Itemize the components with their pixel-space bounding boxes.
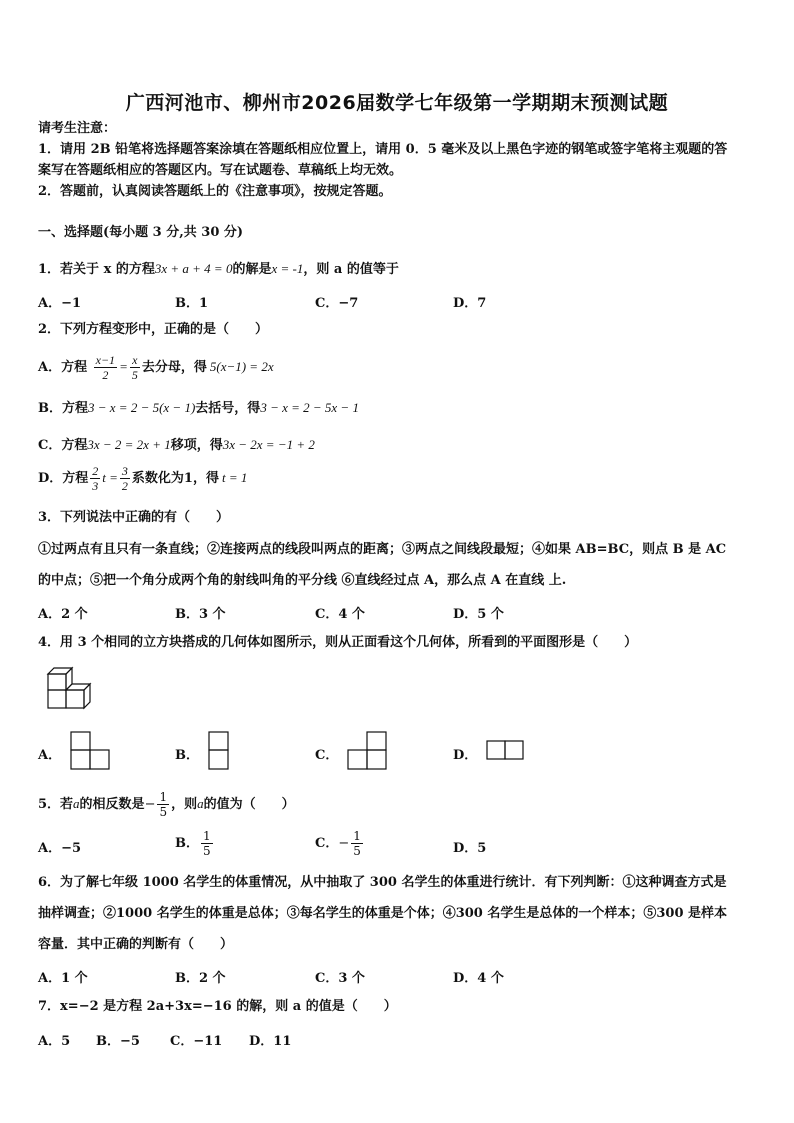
q7-option-c[interactable]: C．−11 (170, 1034, 223, 1049)
q2-d-result: t = 1 (221, 470, 248, 485)
q6-line-3: 容量．其中正确的判断有（ ） (38, 937, 234, 952)
q7-option-d[interactable]: D．11 (249, 1034, 292, 1049)
q5-mid-2: ，则 (171, 797, 198, 812)
q1-mid: 的解是 (232, 262, 272, 277)
q2-a-equals: = (119, 359, 128, 374)
q5-prefix: 5．若 (38, 797, 74, 812)
q1-prefix: 1．若关于 x 的方程 (38, 262, 155, 277)
q5-c-minus: − (338, 836, 350, 851)
q2-a-fraction-2: $\frac{x}{5}$ (131, 353, 138, 382)
q6-option-a[interactable]: A．1 个 (38, 971, 88, 986)
notice-heading: 请考生注意： (38, 121, 117, 136)
q4-option-b[interactable]: B． (175, 748, 199, 763)
q2-b-mid: 去括号，得 (195, 401, 261, 416)
q5-suffix: 的值为（ ） (203, 797, 295, 812)
question-2: 2．下列方程变形中，正确的是（ ） (38, 322, 269, 337)
q3-statement-line-2: 的中点；⑤把一个角分成两个角的射线叫角的平分线 ⑥直线经过点 A，那么点 A 在直线 上. (38, 573, 567, 588)
q4-option-d[interactable]: D． (453, 748, 478, 763)
notice-line-2: 2．答题前，认真阅读答题纸上的《注意事项》，按规定答题。 (38, 184, 392, 199)
q2-option-b[interactable] (38, 399, 359, 417)
q4-option-a[interactable]: A． (38, 748, 62, 763)
question-7: 7．x=−2 是方程 2a+3x=−16 的解，则 a 的值是（ ） (38, 999, 397, 1014)
q5-b-label: B． (175, 836, 199, 851)
q5-mid-1: 的相反数是 (79, 797, 145, 812)
section-heading: 一、选择题(每小题 3 分,共 30 分) (38, 225, 244, 240)
q2-c-mid: 移项，得 (170, 438, 223, 453)
q2-option-c[interactable] (38, 436, 315, 454)
question-1 (38, 260, 399, 278)
q1-suffix: ，则 a 的值等于 (303, 262, 399, 277)
q5-var-a-2: a (197, 796, 204, 811)
q1-equation: 3x + a + 4 = 0 (154, 261, 233, 276)
q1-option-d[interactable]: D．7 (453, 296, 487, 311)
q3-option-a[interactable]: A．2 个 (38, 607, 88, 622)
q5-option-a[interactable]: A．−5 (38, 841, 82, 856)
q2-c-prefix: C．方程 (38, 438, 88, 453)
q5-fraction: $\frac{1}{5}$ (159, 790, 168, 819)
q2-option-d[interactable] (38, 460, 247, 496)
q1-option-c[interactable]: C．−7 (315, 296, 359, 311)
q5-option-b[interactable] (175, 826, 215, 862)
q6-line-2: 抽样调查；②1000 名学生的体重是总体；③每名学生的体重是个体；④300 名学生是总体的一个样本；⑤300 是样本 (38, 906, 728, 921)
q3-option-b[interactable]: B．3 个 (175, 607, 226, 622)
question-3: 3．下列说法中正确的有（ ） (38, 510, 230, 525)
q7-option-b[interactable]: B．−5 (96, 1034, 140, 1049)
q2-d-fraction-2: $\frac{3}{2}$ (121, 464, 128, 493)
question-4: 4．用 3 个相同的立方块搭成的几何体如图所示，则从正面看这个几何体，所看到的平面图形是（ ） (38, 635, 638, 650)
q5-b-fraction: $\frac{1}{5}$ (203, 829, 211, 858)
q2-b-prefix: B．方程 (38, 401, 88, 416)
q2-c-result: 3x − 2x = −1 + 2 (222, 437, 315, 452)
q5-option-c[interactable] (315, 826, 365, 862)
q2-d-mid: 系数化为1，得 (131, 471, 219, 486)
q4-option-d-figure (486, 740, 526, 762)
q2-a-result: 5(x−1) = 2x (209, 359, 274, 374)
q2-a-prefix: A．方程 (38, 360, 88, 375)
q6-option-d[interactable]: D．4 个 (453, 971, 504, 986)
q4-option-b-figure (208, 731, 230, 771)
notice-line-1b: 案写在答题纸相应的答题区内。写在试题卷、草稿纸上均无效。 (38, 163, 403, 178)
q2-d-fraction-1: $\frac{2}{3}$ (92, 464, 99, 493)
q5-c-fraction: $\frac{1}{5}$ (353, 829, 361, 858)
q6-option-b[interactable]: B．2 个 (175, 971, 226, 986)
q3-option-c[interactable]: C．4 个 (315, 607, 365, 622)
q3-option-d[interactable]: D．5 个 (453, 607, 504, 622)
q2-b-equation: 3 − x = 2 − 5(x − 1) (88, 400, 196, 415)
question-5 (38, 786, 295, 822)
q1-option-b[interactable]: B．1 (175, 296, 209, 311)
q5-var-a: a (73, 796, 80, 811)
q7-option-a[interactable]: A．5 (38, 1034, 71, 1049)
q2-d-t: t = (102, 470, 118, 485)
q3-statement-line-1: ①过两点有且只有一条直线；②连接两点的线段叫两点的距离；③两点之间线段最短；④如果 AB=BC，则点 B 是 AC (38, 542, 727, 557)
q4-option-c-figure (347, 731, 389, 771)
notice-line-1: 1．请用 2B 铅笔将选择题答案涂填在答题纸相应位置上，请用 0．5 毫米及以上黑色字迹的钢笔或签字笔将主观题的答 (38, 142, 728, 157)
q5-c-label: C． (315, 836, 339, 851)
q6-option-c[interactable]: C．3 个 (315, 971, 365, 986)
q1-solution: x = -1 (271, 261, 304, 276)
q4-option-c[interactable]: C． (315, 748, 339, 763)
q2-b-result: 3 − x = 2 − 5x − 1 (260, 400, 359, 415)
q1-option-a[interactable]: A．−1 (38, 296, 82, 311)
q2-a-mid: 去分母，得 (141, 360, 207, 375)
q5-option-d[interactable]: D．5 (453, 841, 487, 856)
q2-c-equation: 3x − 2 = 2x + 1 (87, 437, 171, 452)
q5-minus: − (144, 797, 156, 812)
q2-a-fraction-1: $\frac{x-1}{2}$ (95, 353, 116, 382)
q2-option-a[interactable] (38, 350, 274, 384)
q2-d-prefix: D．方程 (38, 471, 89, 486)
cube-solid-figure (44, 664, 100, 712)
page-title: 广西河池市、柳州市2026届数学七年级第一学期期末预测试题 (125, 92, 669, 114)
q6-line-1: 6．为了解七年级 1000 名学生的体重情况，从中抽取了 300 名学生的体重进行统计．有下列判断：①这种调查方式是 (38, 875, 727, 890)
q4-option-a-figure (70, 731, 112, 771)
